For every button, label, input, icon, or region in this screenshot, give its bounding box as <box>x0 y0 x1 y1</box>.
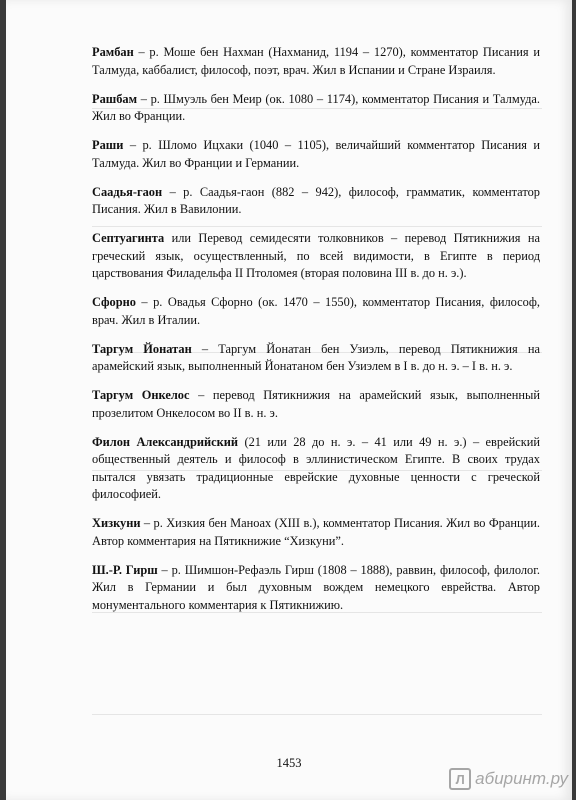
entry-term: Филон Александрийский <box>92 434 239 449</box>
entry-definition: – р. Моше бен Нахман (Нахманид, 1194 – 1270), комментатор Писания и Талмуда, каббалист, философ, поэт, врач. Жил в Испании и Стране Израиля. <box>92 45 540 77</box>
book-page <box>6 0 572 800</box>
glossary-text <box>92 44 540 626</box>
glossary-entry <box>92 387 540 422</box>
entry-term: Таргум Онкелос <box>92 388 190 402</box>
glossary-entry <box>92 44 540 79</box>
glossary-entry <box>92 341 540 376</box>
entry-definition: – р. Шломо Ицхаки (1040 – 1105), величайший комментатор Писания и Талмуда. Жил во Франции и Германии. <box>92 138 540 170</box>
glossary-entry <box>92 230 540 283</box>
watermark-text: абиринт.ру <box>475 769 568 788</box>
entry-term: Раши <box>92 138 124 152</box>
entry-definition: – р. Саадья-гаон (882 – 942), философ, грамматик, комментатор Писания. Жил в Вавилонии. <box>92 184 540 216</box>
entry-term: Рашбам <box>92 91 138 106</box>
entry-term: Саадья-гаон <box>92 184 163 199</box>
entry-definition: – р. Шимшон-Рефаэль Гирш (1808 – 1888), раввин, философ, филолог. Жил в Германии и был духовным вождем немецкого еврейства. Автор монументального комментария к Пятикнижию. <box>92 562 541 612</box>
glossary-entry <box>92 137 540 172</box>
entry-term: Рамбан <box>92 45 134 59</box>
entry-definition: или Перевод семидесяти толковников – перевод Пятикнижия на греческий язык, осуществленный, по всей видимости, в Египте в период царствования Филадельфа II Птоломея (вторая половина III в. до н. э.). <box>92 231 540 280</box>
entry-term: Таргум Йонатан <box>92 341 192 356</box>
glossary-entry <box>92 184 540 219</box>
entry-term: Ш.-Р. Гирш <box>92 562 158 577</box>
labirint-logo-icon: Л <box>449 768 471 790</box>
entry-term: Септуагинта <box>92 231 165 245</box>
entry-term: Сфорно <box>92 295 136 309</box>
entry-definition: – Таргум Йонатан бен Узиэль, перевод Пятикнижия на арамейский язык, выполненный Йонатаном бен Узиэлем в I в. до н. э. – I в. н. э. <box>92 341 540 373</box>
page-number: 1453 <box>276 756 302 770</box>
glossary-entry <box>92 515 540 550</box>
entry-definition: – перевод Пятикнижия на арамейский язык, выполненный прозелитом Онкелосом во II в. н. э. <box>92 388 540 420</box>
labirint-watermark <box>449 768 568 790</box>
bleed-through-rule <box>92 714 542 715</box>
glossary-entry <box>92 562 540 615</box>
entry-definition: – р. Хизкия бен Маноах (XIII в.), комментатор Писания. Жил во Франции. Автор комментария на Пятикнижие “Хизкуни”. <box>92 516 540 548</box>
entry-term: Хизкуни <box>92 516 141 530</box>
glossary-entry <box>92 434 540 504</box>
entry-definition: (21 или 28 до н. э. – 41 или 49 н. э.) – еврейский общественный деятель и философ в эллинистическом Египте. В своих трудах пытался увязать традиционные еврейские духовные ценности с греческой философией. <box>92 434 540 501</box>
entry-definition: – р. Овадья Сфорно (ок. 1470 – 1550), комментатор Писания, философ, врач. Жил в Италии. <box>92 295 540 327</box>
entry-definition: – р. Шмуэль бен Меир (ок. 1080 – 1174), комментатор Писания и Талмуда. Жил во Франции. <box>92 91 540 123</box>
glossary-entry <box>92 91 540 126</box>
glossary-entry <box>92 294 540 329</box>
